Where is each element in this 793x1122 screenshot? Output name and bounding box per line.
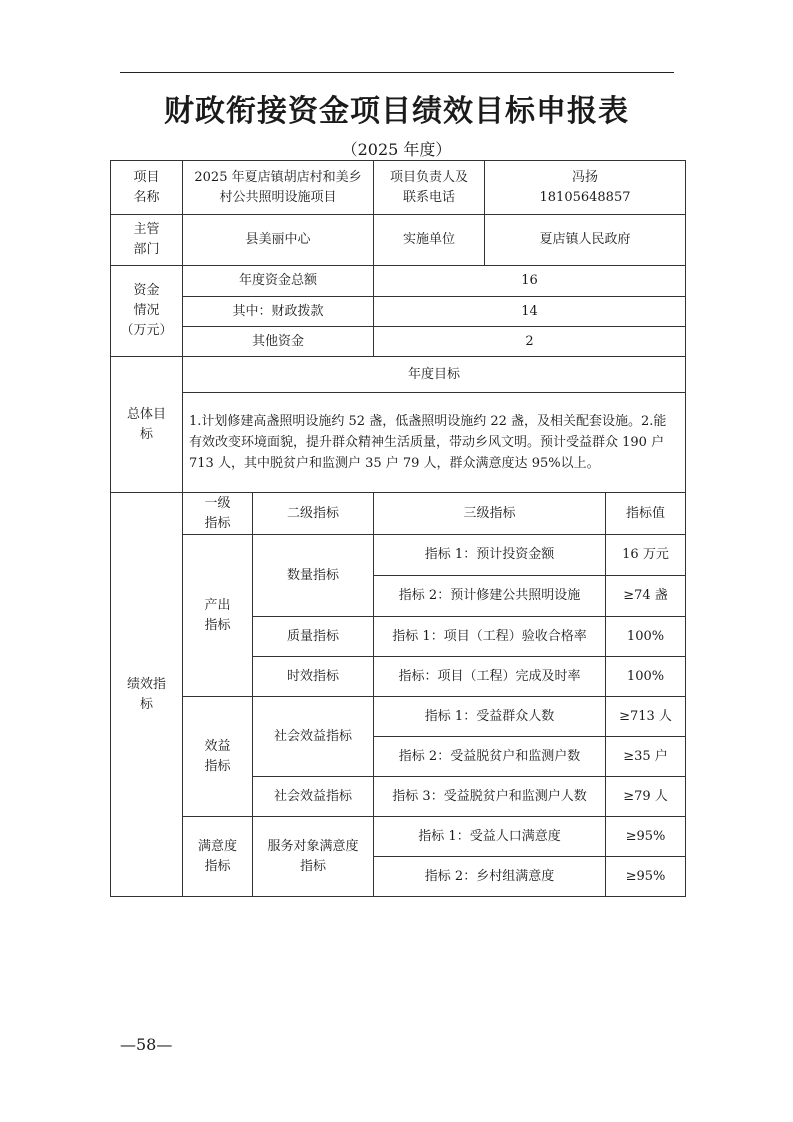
indicator-value: ≥35 户 <box>606 737 686 777</box>
project-owner-value: 冯扬 18105648857 <box>485 161 686 215</box>
indicator-l3: 指标 1：受益群众人数 <box>374 697 606 737</box>
output-label: 产出 指标 <box>183 535 253 697</box>
indicator-value: ≥713 人 <box>606 697 686 737</box>
indicator-l3: 指标 1：预计投资金额 <box>374 535 606 576</box>
department-label: 主管 部门 <box>111 215 183 266</box>
social-benefit-label: 社会效益指标 <box>253 697 374 777</box>
indicator-l3: 指标 1：项目（工程）验收合格率 <box>374 617 606 657</box>
indicator-value: ≥95% <box>606 817 686 857</box>
page-number: —58— <box>120 1035 173 1054</box>
service-satisfaction-label: 服务对象满意度 指标 <box>253 817 374 897</box>
performance-label: 绩效指 标 <box>111 493 183 897</box>
satisfaction-label: 满意度 指标 <box>183 817 253 897</box>
project-name-value: 2025 年夏店镇胡店村和美乡 村公共照明设施项目 <box>183 161 374 215</box>
funds-fiscal-value: 14 <box>374 297 686 327</box>
page-title: 财政衔接资金项目绩效目标申报表 <box>164 94 629 129</box>
indicator-l3: 指标 2：预计修建公共照明设施 <box>374 576 606 617</box>
level3-header: 三级指标 <box>374 493 606 535</box>
funds-total-value: 16 <box>374 266 686 297</box>
goals-header: 年度目标 <box>183 357 686 393</box>
indicator-value: ≥74 盏 <box>606 576 686 617</box>
indicator-value: ≥79 人 <box>606 777 686 817</box>
indicator-l3: 指标 3：受益脱贫户和监测户人数 <box>374 777 606 817</box>
project-owner-label: 项目负责人及 联系电话 <box>374 161 485 215</box>
indicator-l3: 指标 2：乡村组满意度 <box>374 857 606 897</box>
benefit-label: 效益 指标 <box>183 697 253 817</box>
performance-table <box>110 160 686 897</box>
time-label: 时效指标 <box>253 657 374 697</box>
indicator-l3: 指标 2：受益脱贫户和监测户数 <box>374 737 606 777</box>
funds-fiscal-label: 其中：财政拨款 <box>183 297 374 327</box>
indicator-value: 100% <box>606 617 686 657</box>
impl-unit-value: 夏店镇人民政府 <box>485 215 686 266</box>
header-rule <box>120 72 674 73</box>
year-subtitle: （2025 年度） <box>341 140 452 159</box>
quantity-label: 数量指标 <box>253 535 374 617</box>
indicator-value: 100% <box>606 657 686 697</box>
level2-header: 二级指标 <box>253 493 374 535</box>
goals-label: 总体目 标 <box>111 357 183 493</box>
indicator-l3: 指标：项目（工程）完成及时率 <box>374 657 606 697</box>
project-name-label: 项目 名称 <box>111 161 183 215</box>
goals-text: 1.计划修建高盏照明设施约 52 盏，低盏照明设施约 22 盏，及相关配套设施。2.能有效改变环境面貌，提升群众精神生活质量，带动乡风文明。预计受益群众 190 户 713 人，其中脱贫户和监测户 35 户 79 人，群众满意度达 95%以上。 <box>183 393 686 493</box>
level1-header: 一级 指标 <box>183 493 253 535</box>
indicator-l3: 指标 1：受益人口满意度 <box>374 817 606 857</box>
value-header: 指标值 <box>606 493 686 535</box>
department-value: 县美丽中心 <box>183 215 374 266</box>
funds-label: 资金 情况 （万元） <box>111 266 183 357</box>
funds-other-label: 其他资金 <box>183 327 374 357</box>
funds-total-label: 年度资金总额 <box>183 266 374 297</box>
funds-other-value: 2 <box>374 327 686 357</box>
quality-label: 质量指标 <box>253 617 374 657</box>
impl-unit-label: 实施单位 <box>374 215 485 266</box>
social-benefit-label-2: 社会效益指标 <box>253 777 374 817</box>
indicator-value: ≥95% <box>606 857 686 897</box>
indicator-value: 16 万元 <box>606 535 686 576</box>
